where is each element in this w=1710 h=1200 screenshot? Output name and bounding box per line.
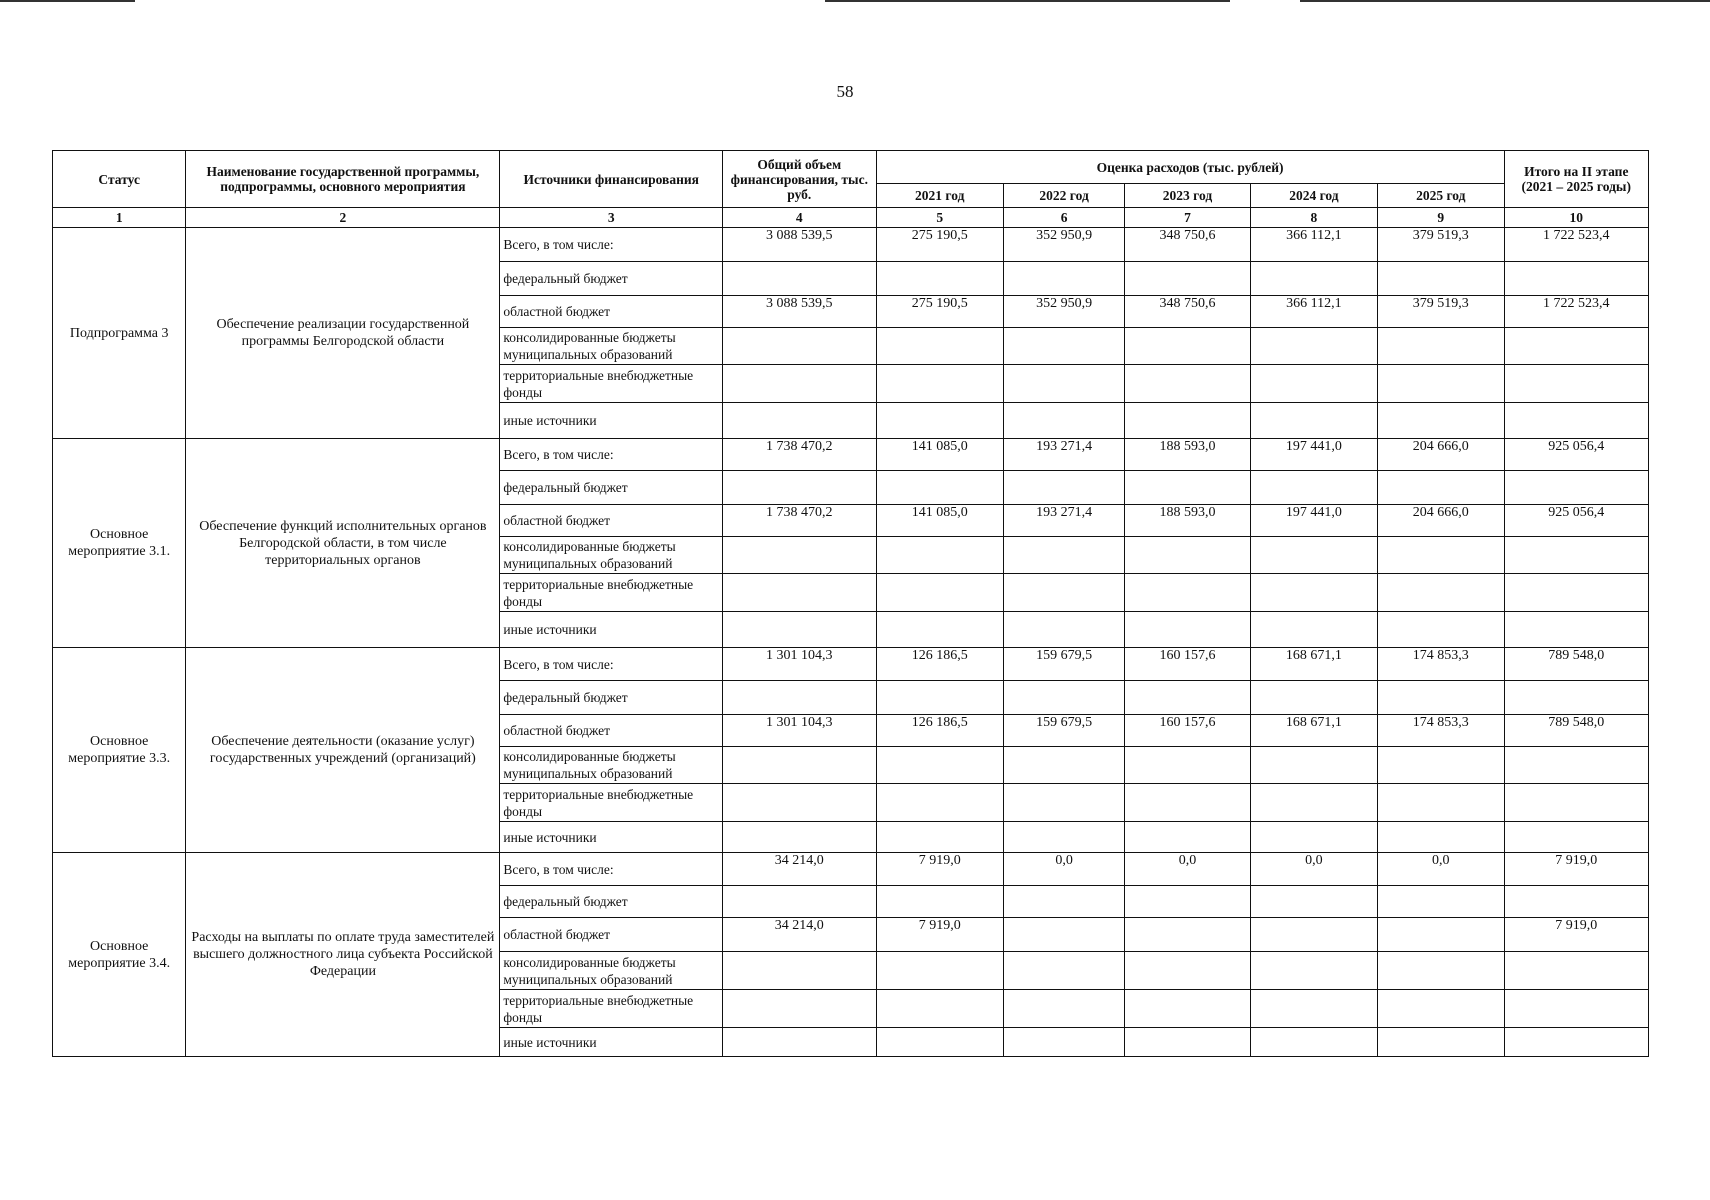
funding-source: Всего, в том числе: — [500, 228, 723, 262]
amount-cell: 159 679,5 — [1003, 715, 1124, 747]
amount-cell: 1 738 470,2 — [723, 505, 876, 537]
amount-cell — [1378, 262, 1504, 296]
table-row — [53, 648, 1649, 681]
amount-cell — [1125, 990, 1250, 1028]
amount-cell — [1250, 747, 1377, 784]
header-year: 2021 год — [876, 184, 1003, 208]
amount-cell: 174 853,3 — [1378, 648, 1504, 681]
amount-cell: 141 085,0 — [876, 505, 1003, 537]
amount-cell — [1003, 403, 1124, 439]
amount-cell — [1003, 886, 1124, 918]
header-total: Общий объем финансирования, тыс. руб. — [723, 151, 876, 208]
funding-source: иные источники — [500, 612, 723, 648]
amount-cell — [723, 365, 876, 403]
row-status: Основное мероприятие 3.3. — [53, 648, 186, 853]
amount-cell: 126 186,5 — [876, 648, 1003, 681]
amount-cell: 379 519,3 — [1378, 228, 1504, 262]
amount-cell — [876, 784, 1003, 822]
amount-cell: 159 679,5 — [1003, 648, 1124, 681]
amount-cell — [1504, 328, 1648, 365]
header-year: 2022 год — [1003, 184, 1124, 208]
amount-cell — [1250, 784, 1377, 822]
amount-cell: 7 919,0 — [1504, 918, 1648, 952]
amount-cell — [1125, 537, 1250, 574]
amount-cell: 352 950,9 — [1003, 296, 1124, 328]
table-row — [53, 439, 1649, 471]
amount-cell — [723, 574, 876, 612]
amount-cell — [1003, 537, 1124, 574]
amount-cell — [876, 681, 1003, 715]
amount-cell — [876, 747, 1003, 784]
amount-cell: 1 722 523,4 — [1504, 296, 1648, 328]
amount-cell — [723, 612, 876, 648]
column-number: 8 — [1250, 208, 1377, 228]
amount-cell: 1 301 104,3 — [723, 715, 876, 747]
amount-cell — [1378, 918, 1504, 952]
amount-cell: 348 750,6 — [1125, 228, 1250, 262]
header-sources: Источники финансирования — [500, 151, 723, 208]
amount-cell: 789 548,0 — [1504, 648, 1648, 681]
amount-cell — [1378, 612, 1504, 648]
column-number: 6 — [1003, 208, 1124, 228]
amount-cell — [1003, 262, 1124, 296]
amount-cell — [1250, 574, 1377, 612]
amount-cell — [1003, 574, 1124, 612]
amount-cell: 160 157,6 — [1125, 715, 1250, 747]
amount-cell — [1125, 918, 1250, 952]
amount-cell — [1003, 1028, 1124, 1057]
amount-cell — [723, 328, 876, 365]
amount-cell — [1125, 747, 1250, 784]
scan-edge-mark — [825, 0, 1230, 2]
amount-cell — [1504, 262, 1648, 296]
column-numbers-row — [53, 208, 1649, 228]
amount-cell: 126 186,5 — [876, 715, 1003, 747]
amount-cell — [1378, 952, 1504, 990]
amount-cell: 34 214,0 — [723, 918, 876, 952]
amount-cell — [1378, 1028, 1504, 1057]
amount-cell — [1378, 886, 1504, 918]
row-program-name: Расходы на выплаты по оплате труда заместителей высшего должностного лица субъекта Российской Федерации — [186, 853, 500, 1057]
amount-cell: 1 722 523,4 — [1504, 228, 1648, 262]
amount-cell — [1003, 822, 1124, 853]
funding-source: консолидированные бюджеты муниципальных образований — [500, 537, 723, 574]
amount-cell: 3 088 539,5 — [723, 228, 876, 262]
row-program-name: Обеспечение реализации государственной программы Белгородской области — [186, 228, 500, 439]
column-number: 2 — [186, 208, 500, 228]
amount-cell — [876, 612, 1003, 648]
amount-cell — [1378, 784, 1504, 822]
amount-cell — [1125, 822, 1250, 853]
column-number: 3 — [500, 208, 723, 228]
header-stage-total: Итого на II этапе (2021 – 2025 годы) — [1504, 151, 1648, 208]
funding-source: территориальные внебюджетные фонды — [500, 365, 723, 403]
amount-cell — [1504, 822, 1648, 853]
amount-cell — [1378, 365, 1504, 403]
table-row — [53, 853, 1649, 886]
amount-cell: 275 190,5 — [876, 296, 1003, 328]
table-row — [53, 228, 1649, 262]
amount-cell — [1378, 990, 1504, 1028]
column-number: 9 — [1378, 208, 1504, 228]
header-name: Наименование государственной программы, подпрограммы, основного мероприятия — [186, 151, 500, 208]
amount-cell — [1250, 403, 1377, 439]
amount-cell — [1504, 886, 1648, 918]
header-status: Статус — [53, 151, 186, 208]
amount-cell — [1003, 612, 1124, 648]
funding-source: федеральный бюджет — [500, 681, 723, 715]
amount-cell — [723, 886, 876, 918]
funding-source: иные источники — [500, 1028, 723, 1057]
amount-cell — [1125, 403, 1250, 439]
amount-cell — [723, 747, 876, 784]
amount-cell: 197 441,0 — [1250, 505, 1377, 537]
amount-cell — [1378, 822, 1504, 853]
amount-cell — [1504, 365, 1648, 403]
amount-cell — [1125, 952, 1250, 990]
funding-source: иные источники — [500, 822, 723, 853]
amount-cell: 168 671,1 — [1250, 715, 1377, 747]
page-number: 58 — [836, 82, 854, 101]
amount-cell: 141 085,0 — [876, 439, 1003, 471]
amount-cell — [1250, 952, 1377, 990]
amount-cell — [876, 886, 1003, 918]
amount-cell — [723, 990, 876, 1028]
amount-cell — [1003, 784, 1124, 822]
amount-cell — [723, 471, 876, 505]
amount-cell — [1504, 1028, 1648, 1057]
funding-source: областной бюджет — [500, 715, 723, 747]
amount-cell — [1250, 822, 1377, 853]
amount-cell: 0,0 — [1378, 853, 1504, 886]
amount-cell — [876, 365, 1003, 403]
header-estimate: Оценка расходов (тыс. рублей) — [876, 151, 1504, 184]
amount-cell: 925 056,4 — [1504, 505, 1648, 537]
amount-cell — [1378, 471, 1504, 505]
amount-cell — [1250, 262, 1377, 296]
amount-cell — [1250, 886, 1377, 918]
amount-cell — [1003, 681, 1124, 715]
funding-source: областной бюджет — [500, 505, 723, 537]
amount-cell — [1125, 328, 1250, 365]
scan-edge-mark — [0, 0, 135, 2]
amount-cell — [1250, 365, 1377, 403]
amount-cell: 379 519,3 — [1378, 296, 1504, 328]
amount-cell: 0,0 — [1125, 853, 1250, 886]
amount-cell: 1 301 104,3 — [723, 648, 876, 681]
amount-cell: 168 671,1 — [1250, 648, 1377, 681]
amount-cell — [1003, 365, 1124, 403]
amount-cell — [1504, 681, 1648, 715]
funding-source: территориальные внебюджетные фонды — [500, 574, 723, 612]
amount-cell: 925 056,4 — [1504, 439, 1648, 471]
amount-cell — [1504, 612, 1648, 648]
amount-cell — [1125, 886, 1250, 918]
funding-source: консолидированные бюджеты муниципальных образований — [500, 328, 723, 365]
column-number: 7 — [1125, 208, 1250, 228]
header-year: 2023 год — [1125, 184, 1250, 208]
amount-cell — [723, 1028, 876, 1057]
header-year: 2025 год — [1378, 184, 1504, 208]
amount-cell — [1504, 784, 1648, 822]
amount-cell — [1378, 747, 1504, 784]
amount-cell — [1250, 537, 1377, 574]
amount-cell — [1003, 990, 1124, 1028]
amount-cell — [876, 574, 1003, 612]
amount-cell — [876, 822, 1003, 853]
amount-cell — [723, 822, 876, 853]
amount-cell — [1504, 403, 1648, 439]
header-year: 2024 год — [1250, 184, 1377, 208]
amount-cell: 275 190,5 — [876, 228, 1003, 262]
amount-cell: 0,0 — [1003, 853, 1124, 886]
amount-cell: 204 666,0 — [1378, 505, 1504, 537]
amount-cell: 366 112,1 — [1250, 296, 1377, 328]
amount-cell — [876, 990, 1003, 1028]
amount-cell — [1125, 471, 1250, 505]
amount-cell: 3 088 539,5 — [723, 296, 876, 328]
amount-cell — [1125, 574, 1250, 612]
funding-source: территориальные внебюджетные фонды — [500, 784, 723, 822]
amount-cell — [1125, 365, 1250, 403]
amount-cell — [876, 262, 1003, 296]
column-number: 10 — [1504, 208, 1648, 228]
amount-cell: 7 919,0 — [876, 853, 1003, 886]
row-status: Основное мероприятие 3.4. — [53, 853, 186, 1057]
funding-source: территориальные внебюджетные фонды — [500, 990, 723, 1028]
amount-cell — [876, 1028, 1003, 1057]
amount-cell — [1250, 471, 1377, 505]
amount-cell — [1250, 1028, 1377, 1057]
amount-cell — [1378, 328, 1504, 365]
amount-cell: 188 593,0 — [1125, 505, 1250, 537]
funding-source: областной бюджет — [500, 296, 723, 328]
amount-cell — [1378, 403, 1504, 439]
funding-source: федеральный бюджет — [500, 886, 723, 918]
funding-source: областной бюджет — [500, 918, 723, 952]
amount-cell: 188 593,0 — [1125, 439, 1250, 471]
amount-cell — [876, 471, 1003, 505]
amount-cell — [1250, 328, 1377, 365]
amount-cell: 0,0 — [1250, 853, 1377, 886]
amount-cell: 366 112,1 — [1250, 228, 1377, 262]
amount-cell — [1125, 612, 1250, 648]
funding-source: Всего, в том числе: — [500, 439, 723, 471]
funding-source: федеральный бюджет — [500, 262, 723, 296]
amount-cell — [1003, 918, 1124, 952]
amount-cell — [723, 681, 876, 715]
amount-cell — [723, 403, 876, 439]
amount-cell — [1125, 784, 1250, 822]
amount-cell — [723, 262, 876, 296]
funding-source: Всего, в том числе: — [500, 853, 723, 886]
amount-cell: 7 919,0 — [876, 918, 1003, 952]
amount-cell — [1003, 328, 1124, 365]
amount-cell: 348 750,6 — [1125, 296, 1250, 328]
amount-cell — [1250, 612, 1377, 648]
row-status: Основное мероприятие 3.1. — [53, 439, 186, 648]
amount-cell: 7 919,0 — [1504, 853, 1648, 886]
column-number: 5 — [876, 208, 1003, 228]
amount-cell: 204 666,0 — [1378, 439, 1504, 471]
amount-cell — [1250, 918, 1377, 952]
amount-cell — [876, 403, 1003, 439]
amount-cell — [1250, 990, 1377, 1028]
amount-cell: 352 950,9 — [1003, 228, 1124, 262]
table-body — [53, 228, 1649, 1057]
funding-source: консолидированные бюджеты муниципальных образований — [500, 747, 723, 784]
amount-cell: 174 853,3 — [1378, 715, 1504, 747]
amount-cell: 160 157,6 — [1125, 648, 1250, 681]
amount-cell — [876, 328, 1003, 365]
amount-cell: 789 548,0 — [1504, 715, 1648, 747]
column-number: 4 — [723, 208, 876, 228]
amount-cell — [723, 784, 876, 822]
funding-source: Всего, в том числе: — [500, 648, 723, 681]
amount-cell — [1504, 471, 1648, 505]
amount-cell — [723, 952, 876, 990]
amount-cell — [1504, 952, 1648, 990]
amount-cell: 193 271,4 — [1003, 505, 1124, 537]
amount-cell — [1125, 262, 1250, 296]
amount-cell — [1003, 747, 1124, 784]
amount-cell — [1003, 471, 1124, 505]
amount-cell — [723, 537, 876, 574]
amount-cell — [1504, 574, 1648, 612]
funding-source: консолидированные бюджеты муниципальных образований — [500, 952, 723, 990]
amount-cell — [876, 537, 1003, 574]
amount-cell — [1504, 990, 1648, 1028]
amount-cell — [1504, 537, 1648, 574]
amount-cell — [1504, 747, 1648, 784]
amount-cell — [1378, 681, 1504, 715]
amount-cell — [1250, 681, 1377, 715]
amount-cell: 197 441,0 — [1250, 439, 1377, 471]
amount-cell — [1003, 952, 1124, 990]
row-program-name: Обеспечение деятельности (оказание услуг) государственных учреждений (организаций) — [186, 648, 500, 853]
amount-cell — [1378, 537, 1504, 574]
amount-cell: 34 214,0 — [723, 853, 876, 886]
amount-cell: 1 738 470,2 — [723, 439, 876, 471]
budget-table — [52, 150, 1649, 1057]
amount-cell — [876, 952, 1003, 990]
funding-source: федеральный бюджет — [500, 471, 723, 505]
row-program-name: Обеспечение функций исполнительных органов Белгородской области, в том числе территориальных органов — [186, 439, 500, 648]
amount-cell — [1378, 574, 1504, 612]
scan-edge-mark — [1300, 0, 1710, 2]
column-number: 1 — [53, 208, 186, 228]
amount-cell: 193 271,4 — [1003, 439, 1124, 471]
funding-source: иные источники — [500, 403, 723, 439]
row-status: Подпрограмма 3 — [53, 228, 186, 439]
amount-cell — [1125, 1028, 1250, 1057]
amount-cell — [1125, 681, 1250, 715]
